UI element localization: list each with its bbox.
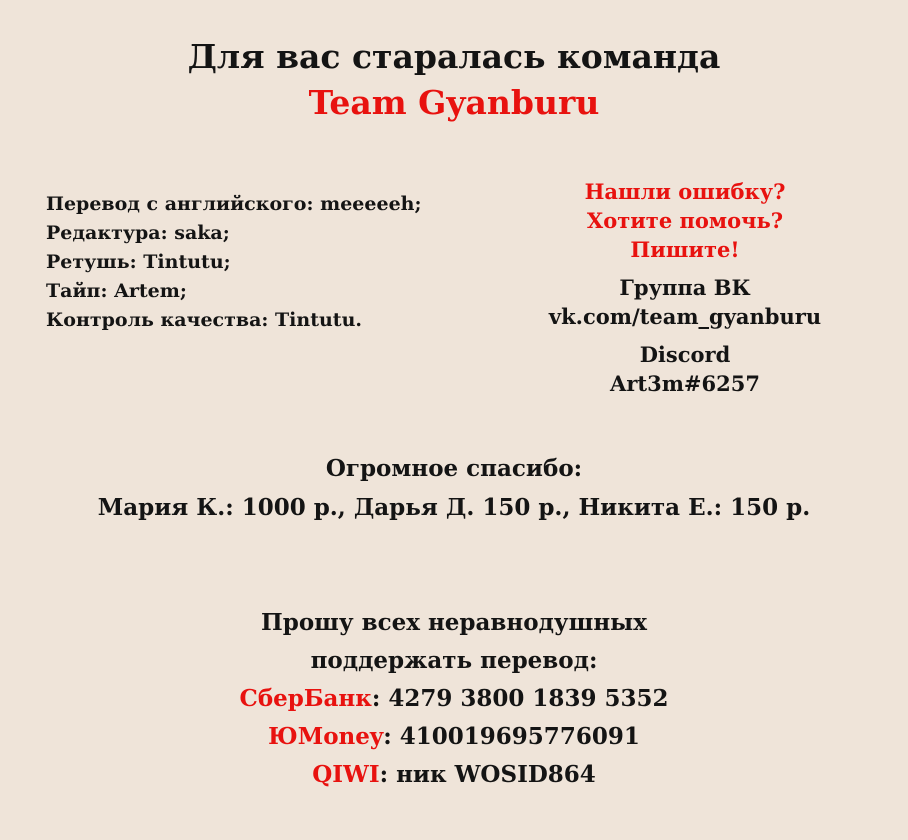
credit-typesetting: Тайп: Artem; xyxy=(46,280,187,302)
credit-person: meeeeeh xyxy=(320,193,415,215)
payment-method-name: ЮMoney xyxy=(268,723,384,750)
contact-prompt-error: Нашли ошибку? xyxy=(584,179,786,204)
payment-yumoney: ЮMoney: 410019695776091 xyxy=(268,723,640,750)
discord-label: Discord xyxy=(639,342,731,367)
credit-person: Tintutu xyxy=(143,251,224,273)
header xyxy=(0,34,908,126)
credit-translation: Перевод с английского: meeeeeh; xyxy=(46,193,422,215)
team-name: Team Gyanburu xyxy=(308,83,600,122)
credit-role: Тайп xyxy=(46,280,101,302)
credit-role: Ретушь xyxy=(46,251,130,273)
discord-handle: Art3m#6257 xyxy=(610,371,760,396)
thanks-title: Огромное спасибо: xyxy=(325,455,583,482)
credits-list xyxy=(46,190,422,335)
vk-group-link: vk.com/team_gyanburu xyxy=(548,304,822,329)
credit-person: Tintutu xyxy=(275,309,356,331)
credit-role: Перевод с английского xyxy=(46,193,307,215)
donors-list: Мария К.: 1000 р., Дарья Д. 150 р., Никита Е.: 150 р. xyxy=(97,494,811,521)
payment-details: 410019695776091 xyxy=(399,723,640,750)
credit-role: Контроль качества xyxy=(46,309,262,331)
payment-method-name: QIWI xyxy=(312,761,380,788)
credit-person: Artem xyxy=(114,280,180,302)
payment-sberbank: СберБанк: 4279 3800 1839 5352 xyxy=(239,685,669,712)
payment-details: ник WOSID864 xyxy=(396,761,596,788)
contact-prompt-write: Пишите! xyxy=(630,237,740,262)
thanks-block xyxy=(0,451,908,529)
contact-block xyxy=(515,177,855,398)
credit-retouch: Ретушь: Tintutu; xyxy=(46,251,231,273)
payment-details: 4279 3800 1839 5352 xyxy=(388,685,669,712)
support-appeal-line1: Прошу всех неравнодушных xyxy=(261,609,647,636)
contact-prompt-help: Хотите помочь? xyxy=(586,208,784,233)
support-appeal-line2: поддержать перевод: xyxy=(310,647,598,674)
payment-method-name: СберБанк xyxy=(239,685,372,712)
header-title: Для вас старалась команда xyxy=(187,37,721,76)
support-block xyxy=(0,604,908,794)
credit-quality-control: Контроль качества: Tintutu. xyxy=(46,309,363,331)
credit-editing: Редактура: saka; xyxy=(46,222,230,244)
credit-person: saka xyxy=(174,222,223,244)
payment-qiwi: QIWI: ник WOSID864 xyxy=(312,761,596,788)
credit-role: Редактура xyxy=(46,222,161,244)
vk-group-label: Группа ВК xyxy=(619,275,751,300)
